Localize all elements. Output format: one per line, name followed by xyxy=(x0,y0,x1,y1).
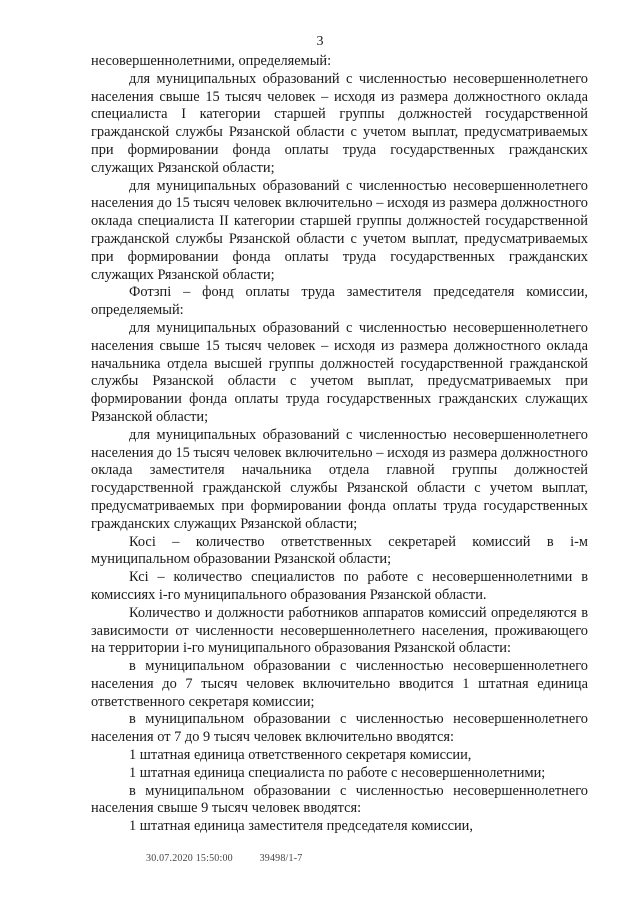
paragraph: в муниципальном образовании с численностью несовершеннолетнего населения до 7 тысяч человек включительно вводится 1 штатная единица ответственного секретаря комиссии; xyxy=(91,658,588,710)
paragraph: Количество и должности работников аппаратов комиссий определяются в зависимости от численности несовершеннолетнего населения, проживающего на территории i-го муниципального образования Рязанской области: xyxy=(91,604,588,657)
page-number: 3 xyxy=(316,34,324,49)
footer xyxy=(146,853,326,864)
paragraph: для муниципальных образований с численностью несовершеннолетнего населения до 15 тысяч человек включительно – исходя из размера должностного оклада заместителя начальника отдела главной группы должностей государственной гражданской службы Рязанской области с учетом выплат, предусматриваемых при формировании фонда оплаты труда государственных гражданских служащих Рязанской области; xyxy=(91,426,588,532)
paragraph: 1 штатная единица заместителя председателя комиссии, xyxy=(129,818,473,835)
document-body xyxy=(91,53,588,836)
paragraph: 1 штатная единица ответственного секретаря комиссии, xyxy=(129,747,472,764)
paragraph: Косi – количество ответственных секретарей комиссий в i-м муниципальном образовании Рязанской области; xyxy=(91,533,588,568)
paragraph: 1 штатная единица специалиста по работе с несовершеннолетними; xyxy=(129,764,546,781)
paragraph: для муниципальных образований с численностью несовершеннолетнего населения свыше 15 тысяч человек – исходя из размера должностного оклада специалиста I категории старшей группы должностей государственной гражданской службы Рязанской области с учетом выплат, предусматриваемых при формировании фонда оплаты труда государственных гражданских служащих Рязанской области; xyxy=(91,70,588,176)
paragraph: несовершеннолетними, определяемый: xyxy=(91,53,332,69)
footer-doc-code: 39498/1-7 xyxy=(259,853,303,864)
paragraph: для муниципальных образований с численностью несовершеннолетнего населения свыше 15 тысяч человек – исходя из размера должностного оклада начальника отдела высшей группы должностей государственной гражданской службы Рязанской области с учетом выплат, предусматриваемых при формировании фонда оплаты труда государственных гражданских служащих Рязанской области; xyxy=(91,319,588,425)
paragraph: для муниципальных образований с численностью несовершеннолетнего населения до 15 тысяч человек включительно – исходя из размера должностного оклада специалиста II категории старшей группы должностей государственной гражданской службы Рязанской области с учетом выплат, предусматриваемых при формировании фонда оплаты труда государственных гражданских служащих Рязанской области; xyxy=(91,177,588,283)
paragraph: Ксi – количество специалистов по работе с несовершеннолетними в комиссиях i-го муниципального образования Рязанской области. xyxy=(91,569,588,603)
footer-timestamp: 30.07.2020 15:50:00 xyxy=(146,853,233,864)
paragraph: Фотзпi – фонд оплаты труда заместителя председателя комиссии, определяемый: xyxy=(91,284,588,319)
paragraph: в муниципальном образовании с численностью несовершеннолетнего населения свыше 9 тысяч человек вводятся: xyxy=(91,782,588,817)
paragraph: в муниципальном образовании с численностью несовершеннолетнего населения от 7 до 9 тысяч человек включительно вводятся: xyxy=(91,711,588,746)
